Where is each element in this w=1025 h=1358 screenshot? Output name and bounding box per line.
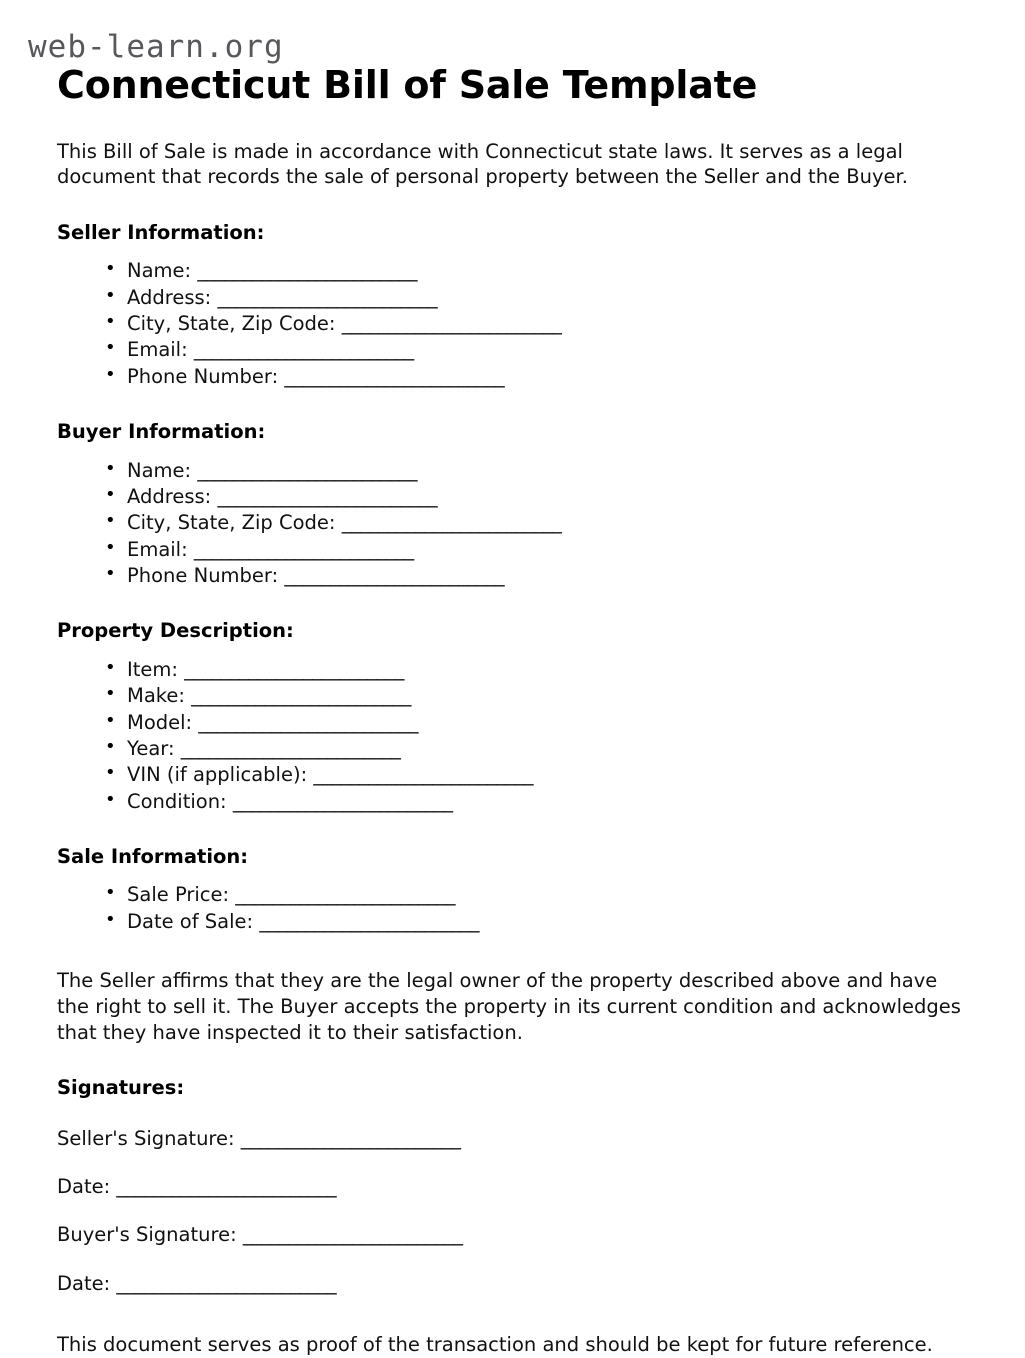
list-item <box>105 511 965 535</box>
list-item <box>105 338 965 362</box>
list-item <box>105 538 965 562</box>
section-property-description <box>57 618 965 814</box>
list-item <box>105 684 965 708</box>
seller-field-list <box>57 259 965 389</box>
field-label: Address: <box>127 285 212 309</box>
field-label: Condition: <box>127 789 227 813</box>
list-item <box>105 790 965 814</box>
buyer-signature-line <box>57 1223 965 1247</box>
seller-information-heading: Seller Information: <box>57 220 265 244</box>
field-label: VIN (if applicable): <box>127 763 308 787</box>
field-label: Address: <box>127 484 212 508</box>
field-blank[interactable]: ________________________ <box>184 657 404 681</box>
buyer-date-line <box>57 1272 965 1296</box>
field-label: Email: <box>127 537 188 561</box>
field-blank[interactable]: ________________________ <box>193 338 414 362</box>
section-buyer-information <box>57 419 965 588</box>
field-label: Email: <box>127 338 188 362</box>
field-label: Date: <box>57 1271 111 1295</box>
signature-lines <box>57 1127 965 1297</box>
field-label: Seller's Signature: <box>57 1126 235 1150</box>
field-label: Make: <box>127 684 185 708</box>
seller-signature-line <box>57 1127 965 1151</box>
field-blank[interactable]: ________________________ <box>242 1223 463 1247</box>
list-item <box>105 259 965 283</box>
field-blank[interactable]: ________________________ <box>259 909 479 933</box>
field-blank[interactable]: ________________________ <box>198 710 418 734</box>
list-item <box>105 365 965 389</box>
field-label: Name: <box>127 259 192 283</box>
sale-information-heading: Sale Information: <box>57 845 249 868</box>
field-label: Date of Sale: <box>127 909 254 933</box>
page-title: Connecticut Bill of Sale Template <box>57 63 758 107</box>
field-blank[interactable]: ________________________ <box>284 564 504 588</box>
list-item <box>105 763 965 787</box>
field-label: City, State, Zip Code: <box>127 511 336 535</box>
site-watermark: web-learn.org <box>28 29 284 65</box>
field-label: Buyer's Signature: <box>57 1223 237 1247</box>
list-item <box>105 459 965 483</box>
list-item <box>105 737 965 761</box>
signatures-heading: Signatures: <box>57 1076 185 1100</box>
list-item <box>105 564 965 588</box>
field-blank[interactable]: ________________________ <box>232 789 453 813</box>
field-blank[interactable]: ________________________ <box>240 1126 461 1150</box>
list-item <box>105 312 965 336</box>
field-blank[interactable]: ________________________ <box>180 736 401 760</box>
field-blank[interactable]: ________________________ <box>341 312 562 336</box>
field-label: Year: <box>127 736 175 760</box>
sale-field-list <box>57 883 965 934</box>
field-label: Model: <box>127 710 193 734</box>
list-item <box>105 910 965 934</box>
list-item <box>105 711 965 735</box>
property-field-list <box>57 658 965 814</box>
closing-paragraph: This document serves as proof of the transaction and should be kept for future reference. <box>57 1333 933 1357</box>
field-blank[interactable]: ________________________ <box>191 684 411 708</box>
field-label: Item: <box>127 657 178 681</box>
section-seller-information <box>57 220 965 389</box>
list-item <box>105 658 965 682</box>
list-item <box>105 485 965 509</box>
document-body <box>0 139 1025 1358</box>
field-blank[interactable]: ________________________ <box>116 1271 336 1295</box>
field-blank[interactable]: ________________________ <box>313 763 533 787</box>
field-blank[interactable]: ________________________ <box>217 285 438 309</box>
field-blank[interactable]: ________________________ <box>197 458 417 482</box>
field-label: Name: <box>127 458 192 482</box>
field-blank[interactable]: ________________________ <box>193 537 414 561</box>
field-blank[interactable]: ________________________ <box>235 883 455 907</box>
list-item <box>105 286 965 310</box>
list-item <box>105 883 965 907</box>
section-signatures <box>57 1075 965 1296</box>
field-blank[interactable]: ________________________ <box>284 364 504 388</box>
field-label: Phone Number: <box>127 364 279 388</box>
field-label: Date: <box>57 1175 111 1199</box>
buyer-field-list <box>57 459 965 589</box>
field-blank[interactable]: ________________________ <box>217 484 438 508</box>
field-blank[interactable]: ________________________ <box>197 259 417 283</box>
affirmation-paragraph: The Seller affirms that they are the legal owner of the property described above and have the right to sell it. The Buyer accepts the property in its current condition and acknowledges that they have inspected it to their satisfaction. <box>57 969 961 1044</box>
buyer-information-heading: Buyer Information: <box>57 420 266 444</box>
field-label: City, State, Zip Code: <box>127 312 336 336</box>
field-blank[interactable]: ________________________ <box>341 511 562 535</box>
seller-date-line <box>57 1175 965 1199</box>
property-description-heading: Property Description: <box>57 619 294 643</box>
field-label: Sale Price: <box>127 883 230 907</box>
intro-paragraph: This Bill of Sale is made in accordance with Connecticut state laws. It serves as a legal document that records the sale of personal property between the Seller and the Buyer. <box>57 139 908 189</box>
section-sale-information <box>57 844 965 934</box>
field-label: Phone Number: <box>127 564 279 588</box>
field-blank[interactable]: ________________________ <box>116 1175 336 1199</box>
